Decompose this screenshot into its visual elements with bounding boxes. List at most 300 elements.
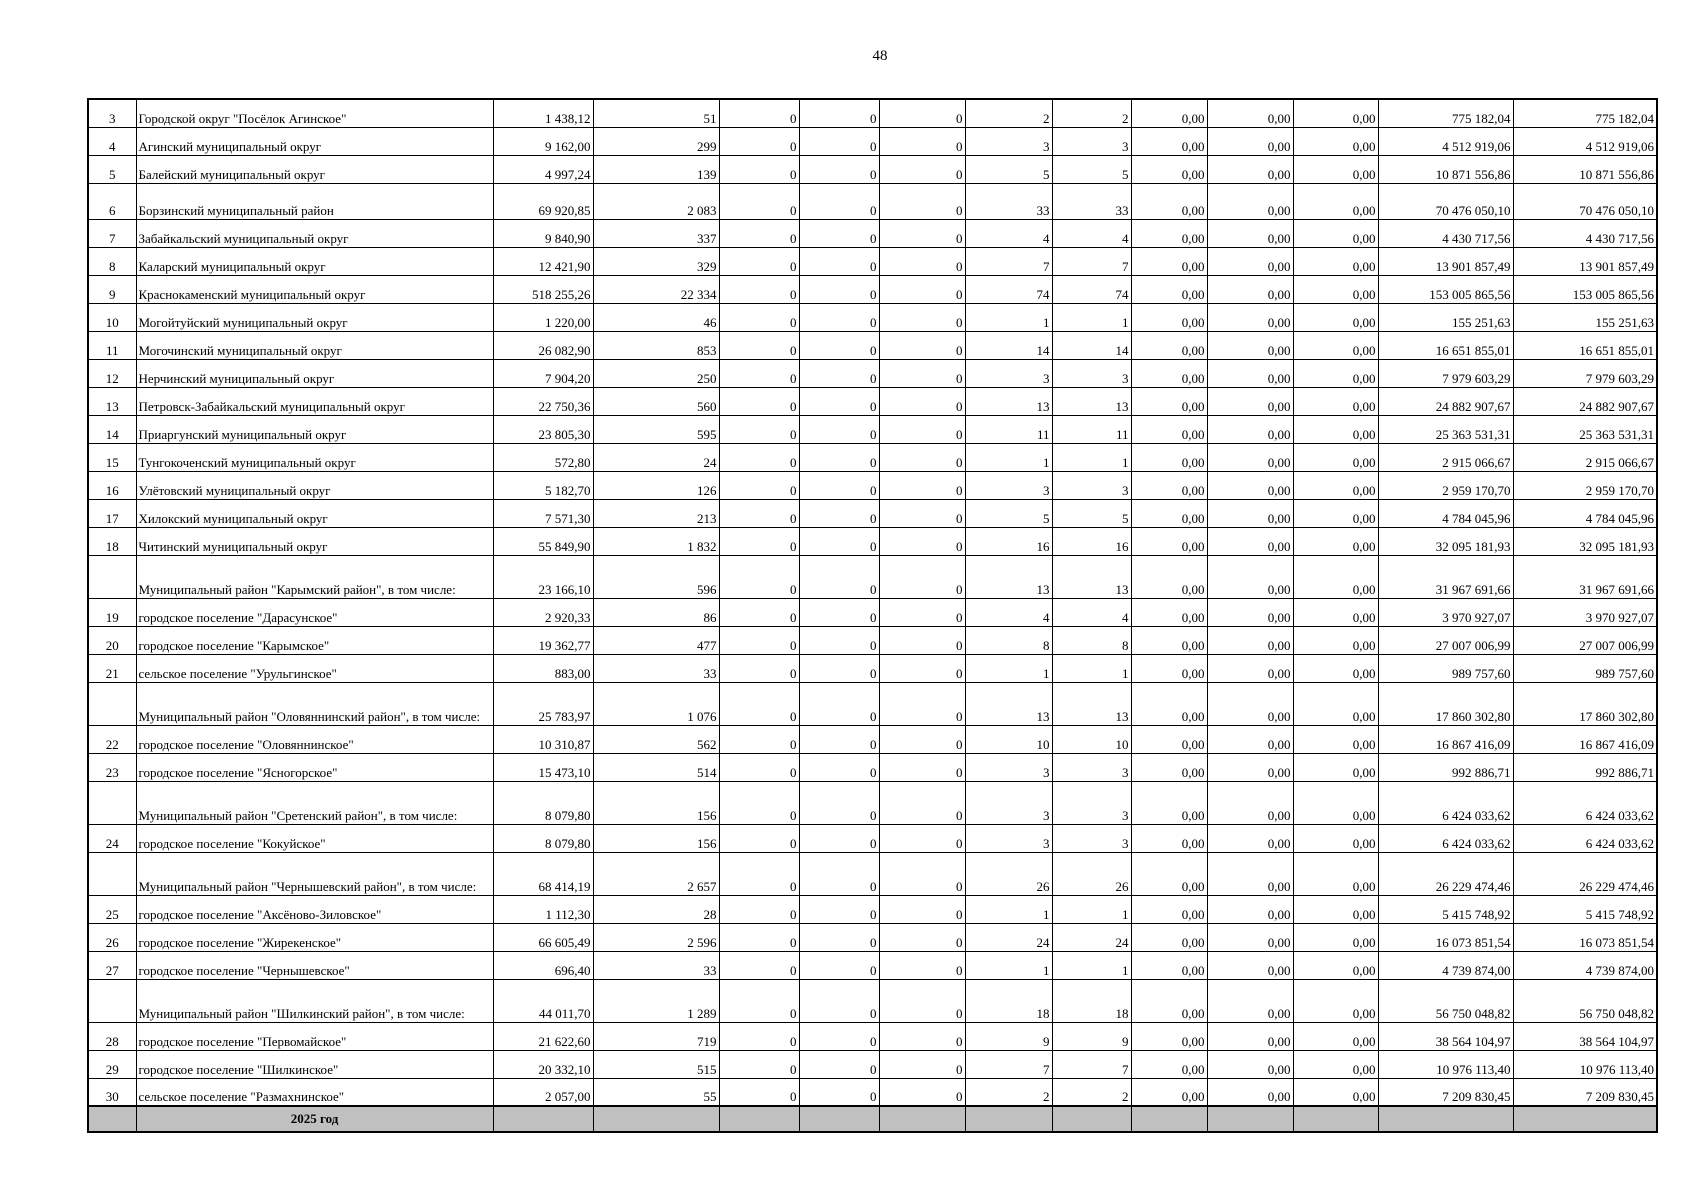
value-cell: 0,00 (1207, 852, 1293, 895)
value-cell: 32 095 181,93 (1378, 527, 1513, 555)
value-cell: 16 (965, 527, 1052, 555)
value-cell: 24 (1052, 923, 1131, 951)
table-row (88, 499, 1657, 527)
value-cell: 17 860 302,80 (1513, 682, 1657, 725)
table-row (88, 895, 1657, 923)
value-cell: 595 (593, 415, 719, 443)
value-cell: 0 (719, 127, 799, 155)
value-cell: 0,00 (1207, 527, 1293, 555)
municipality-name: Муниципальный район "Сретенский район", в том числе: (136, 781, 493, 824)
value-cell: 1 (1052, 654, 1131, 682)
row-number: 4 (88, 127, 136, 155)
table-row (88, 1050, 1657, 1078)
value-cell: 0 (799, 415, 879, 443)
table-row (88, 183, 1657, 219)
table-row (88, 725, 1657, 753)
value-cell: 33 (1052, 183, 1131, 219)
value-cell: 0 (879, 1078, 965, 1106)
value-cell: 0,00 (1131, 499, 1207, 527)
value-cell: 0,00 (1207, 555, 1293, 598)
value-cell: 15 473,10 (493, 753, 593, 781)
value-cell: 16 073 851,54 (1378, 923, 1513, 951)
value-cell: 0 (879, 275, 965, 303)
row-number (88, 682, 136, 725)
value-cell: 0 (719, 682, 799, 725)
value-cell: 0,00 (1131, 471, 1207, 499)
empty-cell (965, 1106, 1052, 1132)
value-cell: 0 (799, 923, 879, 951)
value-cell: 4 784 045,96 (1513, 499, 1657, 527)
value-cell: 0 (879, 499, 965, 527)
value-cell: 0 (799, 471, 879, 499)
value-cell: 26 (965, 852, 1052, 895)
value-cell: 23 805,30 (493, 415, 593, 443)
value-cell: 0,00 (1293, 951, 1378, 979)
value-cell: 3 970 927,07 (1378, 598, 1513, 626)
value-cell: 0 (719, 387, 799, 415)
value-cell: 0,00 (1207, 415, 1293, 443)
value-cell: 0,00 (1293, 781, 1378, 824)
value-cell: 0 (799, 219, 879, 247)
value-cell: 0,00 (1207, 471, 1293, 499)
table-row (88, 127, 1657, 155)
value-cell: 0,00 (1131, 781, 1207, 824)
value-cell: 0,00 (1207, 598, 1293, 626)
value-cell: 0 (799, 626, 879, 654)
value-cell: 0,00 (1207, 387, 1293, 415)
value-cell: 0,00 (1293, 979, 1378, 1022)
value-cell: 0 (799, 99, 879, 127)
municipality-name: Муниципальный район "Карымский район", в том числе: (136, 555, 493, 598)
value-cell: 0 (879, 598, 965, 626)
value-cell: 7 979 603,29 (1513, 359, 1657, 387)
value-cell: 477 (593, 626, 719, 654)
row-number: 30 (88, 1078, 136, 1106)
value-cell: 0 (799, 654, 879, 682)
value-cell: 0,00 (1131, 127, 1207, 155)
value-cell: 1 (1052, 895, 1131, 923)
row-number: 6 (88, 183, 136, 219)
value-cell: 0,00 (1207, 303, 1293, 331)
value-cell: 3 (965, 781, 1052, 824)
value-cell: 156 (593, 824, 719, 852)
value-cell: 0,00 (1293, 387, 1378, 415)
municipality-name: городское поселение "Первомайское" (136, 1022, 493, 1050)
value-cell: 1 112,30 (493, 895, 593, 923)
municipality-name: городское поселение "Чернышевское" (136, 951, 493, 979)
value-cell: 0,00 (1207, 359, 1293, 387)
value-cell: 6 424 033,62 (1378, 824, 1513, 852)
value-cell: 0 (879, 852, 965, 895)
value-cell: 25 783,97 (493, 682, 593, 725)
value-cell: 0 (719, 359, 799, 387)
value-cell: 2 657 (593, 852, 719, 895)
value-cell: 55 (593, 1078, 719, 1106)
value-cell: 4 739 874,00 (1513, 951, 1657, 979)
row-number: 15 (88, 443, 136, 471)
value-cell: 0,00 (1293, 275, 1378, 303)
municipality-name: Муниципальный район "Оловяннинский район", в том числе: (136, 682, 493, 725)
value-cell: 213 (593, 499, 719, 527)
empty-cell (88, 1106, 136, 1132)
value-cell: 16 867 416,09 (1513, 725, 1657, 753)
row-number (88, 555, 136, 598)
value-cell: 0 (799, 359, 879, 387)
value-cell: 0 (879, 359, 965, 387)
value-cell: 0 (879, 331, 965, 359)
value-cell: 8 079,80 (493, 781, 593, 824)
table-row (88, 471, 1657, 499)
value-cell: 0,00 (1293, 359, 1378, 387)
value-cell: 0 (879, 753, 965, 781)
municipality-name: Читинский муниципальный округ (136, 527, 493, 555)
empty-cell (879, 1106, 965, 1132)
value-cell: 4 (1052, 598, 1131, 626)
value-cell: 337 (593, 219, 719, 247)
value-cell: 775 182,04 (1513, 99, 1657, 127)
value-cell: 0 (719, 824, 799, 852)
value-cell: 0 (879, 1022, 965, 1050)
value-cell: 0 (879, 527, 965, 555)
value-cell: 0,00 (1131, 331, 1207, 359)
row-number: 21 (88, 654, 136, 682)
row-number: 13 (88, 387, 136, 415)
value-cell: 2 915 066,67 (1513, 443, 1657, 471)
value-cell: 0,00 (1207, 499, 1293, 527)
value-cell: 155 251,63 (1378, 303, 1513, 331)
value-cell: 0,00 (1131, 979, 1207, 1022)
value-cell: 74 (965, 275, 1052, 303)
value-cell: 0,00 (1131, 415, 1207, 443)
value-cell: 18 (1052, 979, 1131, 1022)
value-cell: 16 867 416,09 (1378, 725, 1513, 753)
value-cell: 16 651 855,01 (1378, 331, 1513, 359)
value-cell: 0 (879, 387, 965, 415)
value-cell: 0 (879, 923, 965, 951)
municipality-name: Забайкальский муниципальный округ (136, 219, 493, 247)
value-cell: 0,00 (1131, 682, 1207, 725)
value-cell: 0,00 (1207, 682, 1293, 725)
value-cell: 10 871 556,86 (1513, 155, 1657, 183)
table-row (88, 598, 1657, 626)
value-cell: 0 (879, 979, 965, 1022)
row-number: 10 (88, 303, 136, 331)
value-cell: 0 (719, 979, 799, 1022)
municipality-name: Борзинский муниципальный район (136, 183, 493, 219)
value-cell: 68 414,19 (493, 852, 593, 895)
value-cell: 31 967 691,66 (1378, 555, 1513, 598)
value-cell: 4 997,24 (493, 155, 593, 183)
row-number: 26 (88, 923, 136, 951)
value-cell: 10 976 113,40 (1378, 1050, 1513, 1078)
value-cell: 9 840,90 (493, 219, 593, 247)
value-cell: 0,00 (1293, 183, 1378, 219)
value-cell: 0 (879, 781, 965, 824)
value-cell: 13 (965, 682, 1052, 725)
row-number: 11 (88, 331, 136, 359)
value-cell: 0 (719, 183, 799, 219)
value-cell: 0 (719, 1022, 799, 1050)
value-cell: 0 (879, 99, 965, 127)
value-cell: 0,00 (1293, 895, 1378, 923)
value-cell: 2 083 (593, 183, 719, 219)
value-cell: 0 (799, 598, 879, 626)
data-table (87, 98, 1658, 1133)
value-cell: 0,00 (1207, 331, 1293, 359)
value-cell: 0,00 (1131, 895, 1207, 923)
value-cell: 719 (593, 1022, 719, 1050)
value-cell: 139 (593, 155, 719, 183)
value-cell: 25 363 531,31 (1378, 415, 1513, 443)
value-cell: 22 750,36 (493, 387, 593, 415)
value-cell: 13 (1052, 682, 1131, 725)
table-row-subtotal (88, 852, 1657, 895)
value-cell: 28 (593, 895, 719, 923)
value-cell: 0,00 (1131, 654, 1207, 682)
value-cell: 0 (799, 725, 879, 753)
value-cell: 13 (1052, 555, 1131, 598)
value-cell: 26 229 474,46 (1513, 852, 1657, 895)
value-cell: 153 005 865,56 (1378, 275, 1513, 303)
value-cell: 0 (719, 247, 799, 275)
value-cell: 0 (719, 781, 799, 824)
value-cell: 0,00 (1207, 824, 1293, 852)
value-cell: 0 (799, 1050, 879, 1078)
value-cell: 0 (799, 824, 879, 852)
value-cell: 10 (965, 725, 1052, 753)
value-cell: 0 (799, 895, 879, 923)
value-cell: 24 (965, 923, 1052, 951)
municipality-name: городское поселение "Кокуйское" (136, 824, 493, 852)
value-cell: 0 (799, 527, 879, 555)
municipality-name: Могочинский муниципальный округ (136, 331, 493, 359)
value-cell: 0 (719, 923, 799, 951)
value-cell: 7 979 603,29 (1378, 359, 1513, 387)
municipality-name: городское поселение "Дарасунское" (136, 598, 493, 626)
value-cell: 596 (593, 555, 719, 598)
row-number: 3 (88, 99, 136, 127)
value-cell: 0 (719, 951, 799, 979)
empty-cell (799, 1106, 879, 1132)
value-cell: 6 424 033,62 (1513, 824, 1657, 852)
value-cell: 1 220,00 (493, 303, 593, 331)
value-cell: 0,00 (1293, 303, 1378, 331)
value-cell: 8 (965, 626, 1052, 654)
municipality-name: Муниципальный район "Шилкинский район", в том числе: (136, 979, 493, 1022)
value-cell: 16 (1052, 527, 1131, 555)
value-cell: 560 (593, 387, 719, 415)
value-cell: 26 (1052, 852, 1131, 895)
value-cell: 26 229 474,46 (1378, 852, 1513, 895)
value-cell: 0 (719, 753, 799, 781)
value-cell: 38 564 104,97 (1513, 1022, 1657, 1050)
value-cell: 6 424 033,62 (1513, 781, 1657, 824)
value-cell: 4 739 874,00 (1378, 951, 1513, 979)
value-cell: 0,00 (1293, 471, 1378, 499)
table-row (88, 387, 1657, 415)
table-row (88, 527, 1657, 555)
value-cell: 0,00 (1207, 127, 1293, 155)
value-cell: 0,00 (1293, 753, 1378, 781)
value-cell: 4 (965, 219, 1052, 247)
row-number: 16 (88, 471, 136, 499)
table-row (88, 415, 1657, 443)
value-cell: 0,00 (1293, 219, 1378, 247)
value-cell: 2 959 170,70 (1513, 471, 1657, 499)
value-cell: 0 (719, 654, 799, 682)
municipality-name: Балейский муниципальный округ (136, 155, 493, 183)
row-number: 12 (88, 359, 136, 387)
value-cell: 3 (965, 127, 1052, 155)
row-number: 24 (88, 824, 136, 852)
value-cell: 0,00 (1131, 725, 1207, 753)
value-cell: 0,00 (1131, 359, 1207, 387)
value-cell: 24 882 907,67 (1513, 387, 1657, 415)
value-cell: 156 (593, 781, 719, 824)
value-cell: 0,00 (1131, 1022, 1207, 1050)
empty-cell (1131, 1106, 1207, 1132)
value-cell: 27 007 006,99 (1378, 626, 1513, 654)
value-cell: 14 (965, 331, 1052, 359)
empty-cell (1207, 1106, 1293, 1132)
municipality-name: Улётовский муниципальный округ (136, 471, 493, 499)
value-cell: 0,00 (1293, 127, 1378, 155)
value-cell: 2 057,00 (493, 1078, 593, 1106)
value-cell: 0 (879, 951, 965, 979)
municipality-name: Каларский муниципальный округ (136, 247, 493, 275)
value-cell: 5 (1052, 499, 1131, 527)
value-cell: 70 476 050,10 (1378, 183, 1513, 219)
value-cell: 883,00 (493, 654, 593, 682)
value-cell: 17 860 302,80 (1378, 682, 1513, 725)
value-cell: 0,00 (1207, 183, 1293, 219)
value-cell: 0,00 (1131, 303, 1207, 331)
row-number: 8 (88, 247, 136, 275)
value-cell: 0,00 (1207, 275, 1293, 303)
value-cell: 853 (593, 331, 719, 359)
value-cell: 0,00 (1207, 219, 1293, 247)
table-row (88, 155, 1657, 183)
value-cell: 0 (799, 1022, 879, 1050)
row-number: 18 (88, 527, 136, 555)
value-cell: 0 (719, 415, 799, 443)
value-cell: 0 (879, 626, 965, 654)
value-cell: 31 967 691,66 (1513, 555, 1657, 598)
value-cell: 0 (799, 852, 879, 895)
value-cell: 0 (719, 555, 799, 598)
value-cell: 27 007 006,99 (1513, 626, 1657, 654)
municipality-name: Городской округ "Посёлок Агинское" (136, 99, 493, 127)
value-cell: 992 886,71 (1513, 753, 1657, 781)
row-number: 9 (88, 275, 136, 303)
value-cell: 0,00 (1293, 654, 1378, 682)
value-cell: 32 095 181,93 (1513, 527, 1657, 555)
row-number (88, 979, 136, 1022)
value-cell: 0,00 (1207, 781, 1293, 824)
value-cell: 3 (1052, 127, 1131, 155)
value-cell: 8 (1052, 626, 1131, 654)
value-cell: 0 (719, 852, 799, 895)
value-cell: 0,00 (1207, 1050, 1293, 1078)
value-cell: 0 (719, 1078, 799, 1106)
municipality-name: Могойтуйский муниципальный округ (136, 303, 493, 331)
value-cell: 7 (1052, 1050, 1131, 1078)
value-cell: 0 (719, 219, 799, 247)
value-cell: 0,00 (1293, 598, 1378, 626)
table-body (88, 99, 1657, 1132)
value-cell: 514 (593, 753, 719, 781)
value-cell: 989 757,60 (1378, 654, 1513, 682)
page-number: 48 (872, 48, 888, 64)
value-cell: 2 959 170,70 (1378, 471, 1513, 499)
value-cell: 0,00 (1293, 626, 1378, 654)
value-cell: 16 651 855,01 (1513, 331, 1657, 359)
value-cell: 25 363 531,31 (1513, 415, 1657, 443)
row-number: 28 (88, 1022, 136, 1050)
value-cell: 0,00 (1131, 626, 1207, 654)
value-cell: 69 920,85 (493, 183, 593, 219)
value-cell: 38 564 104,97 (1378, 1022, 1513, 1050)
value-cell: 18 (965, 979, 1052, 1022)
table-row (88, 219, 1657, 247)
municipality-name: Муниципальный район "Чернышевский район", в том числе: (136, 852, 493, 895)
table-row-subtotal (88, 682, 1657, 725)
municipality-name: городское поселение "Оловяннинское" (136, 725, 493, 753)
value-cell: 775 182,04 (1378, 99, 1513, 127)
value-cell: 0 (719, 443, 799, 471)
value-cell: 0,00 (1131, 923, 1207, 951)
value-cell: 0,00 (1207, 654, 1293, 682)
value-cell: 0 (719, 626, 799, 654)
value-cell: 70 476 050,10 (1513, 183, 1657, 219)
value-cell: 0,00 (1293, 1078, 1378, 1106)
value-cell: 0,00 (1131, 99, 1207, 127)
table-row (88, 654, 1657, 682)
value-cell: 0 (879, 725, 965, 753)
table-row (88, 923, 1657, 951)
value-cell: 0,00 (1293, 852, 1378, 895)
value-cell: 0 (799, 247, 879, 275)
value-cell: 56 750 048,82 (1513, 979, 1657, 1022)
value-cell: 0,00 (1131, 753, 1207, 781)
value-cell: 0 (719, 1050, 799, 1078)
value-cell: 0,00 (1207, 247, 1293, 275)
value-cell: 0,00 (1293, 725, 1378, 753)
municipality-name: городское поселение "Аксёново-Зиловское" (136, 895, 493, 923)
value-cell: 0,00 (1293, 155, 1378, 183)
value-cell: 10 (1052, 725, 1131, 753)
value-cell: 9 (1052, 1022, 1131, 1050)
value-cell: 86 (593, 598, 719, 626)
value-cell: 13 (965, 387, 1052, 415)
value-cell: 4 512 919,06 (1513, 127, 1657, 155)
value-cell: 0 (719, 155, 799, 183)
value-cell: 0 (799, 331, 879, 359)
value-cell: 33 (593, 951, 719, 979)
value-cell: 11 (1052, 415, 1131, 443)
value-cell: 16 073 851,54 (1513, 923, 1657, 951)
table-row (88, 1078, 1657, 1106)
value-cell: 21 622,60 (493, 1022, 593, 1050)
value-cell: 0 (879, 654, 965, 682)
municipality-name: Тунгокоченский муниципальный округ (136, 443, 493, 471)
table-row (88, 1022, 1657, 1050)
value-cell: 51 (593, 99, 719, 127)
value-cell: 3 970 927,07 (1513, 598, 1657, 626)
value-cell: 0 (719, 725, 799, 753)
value-cell: 0 (879, 682, 965, 725)
value-cell: 0,00 (1293, 99, 1378, 127)
